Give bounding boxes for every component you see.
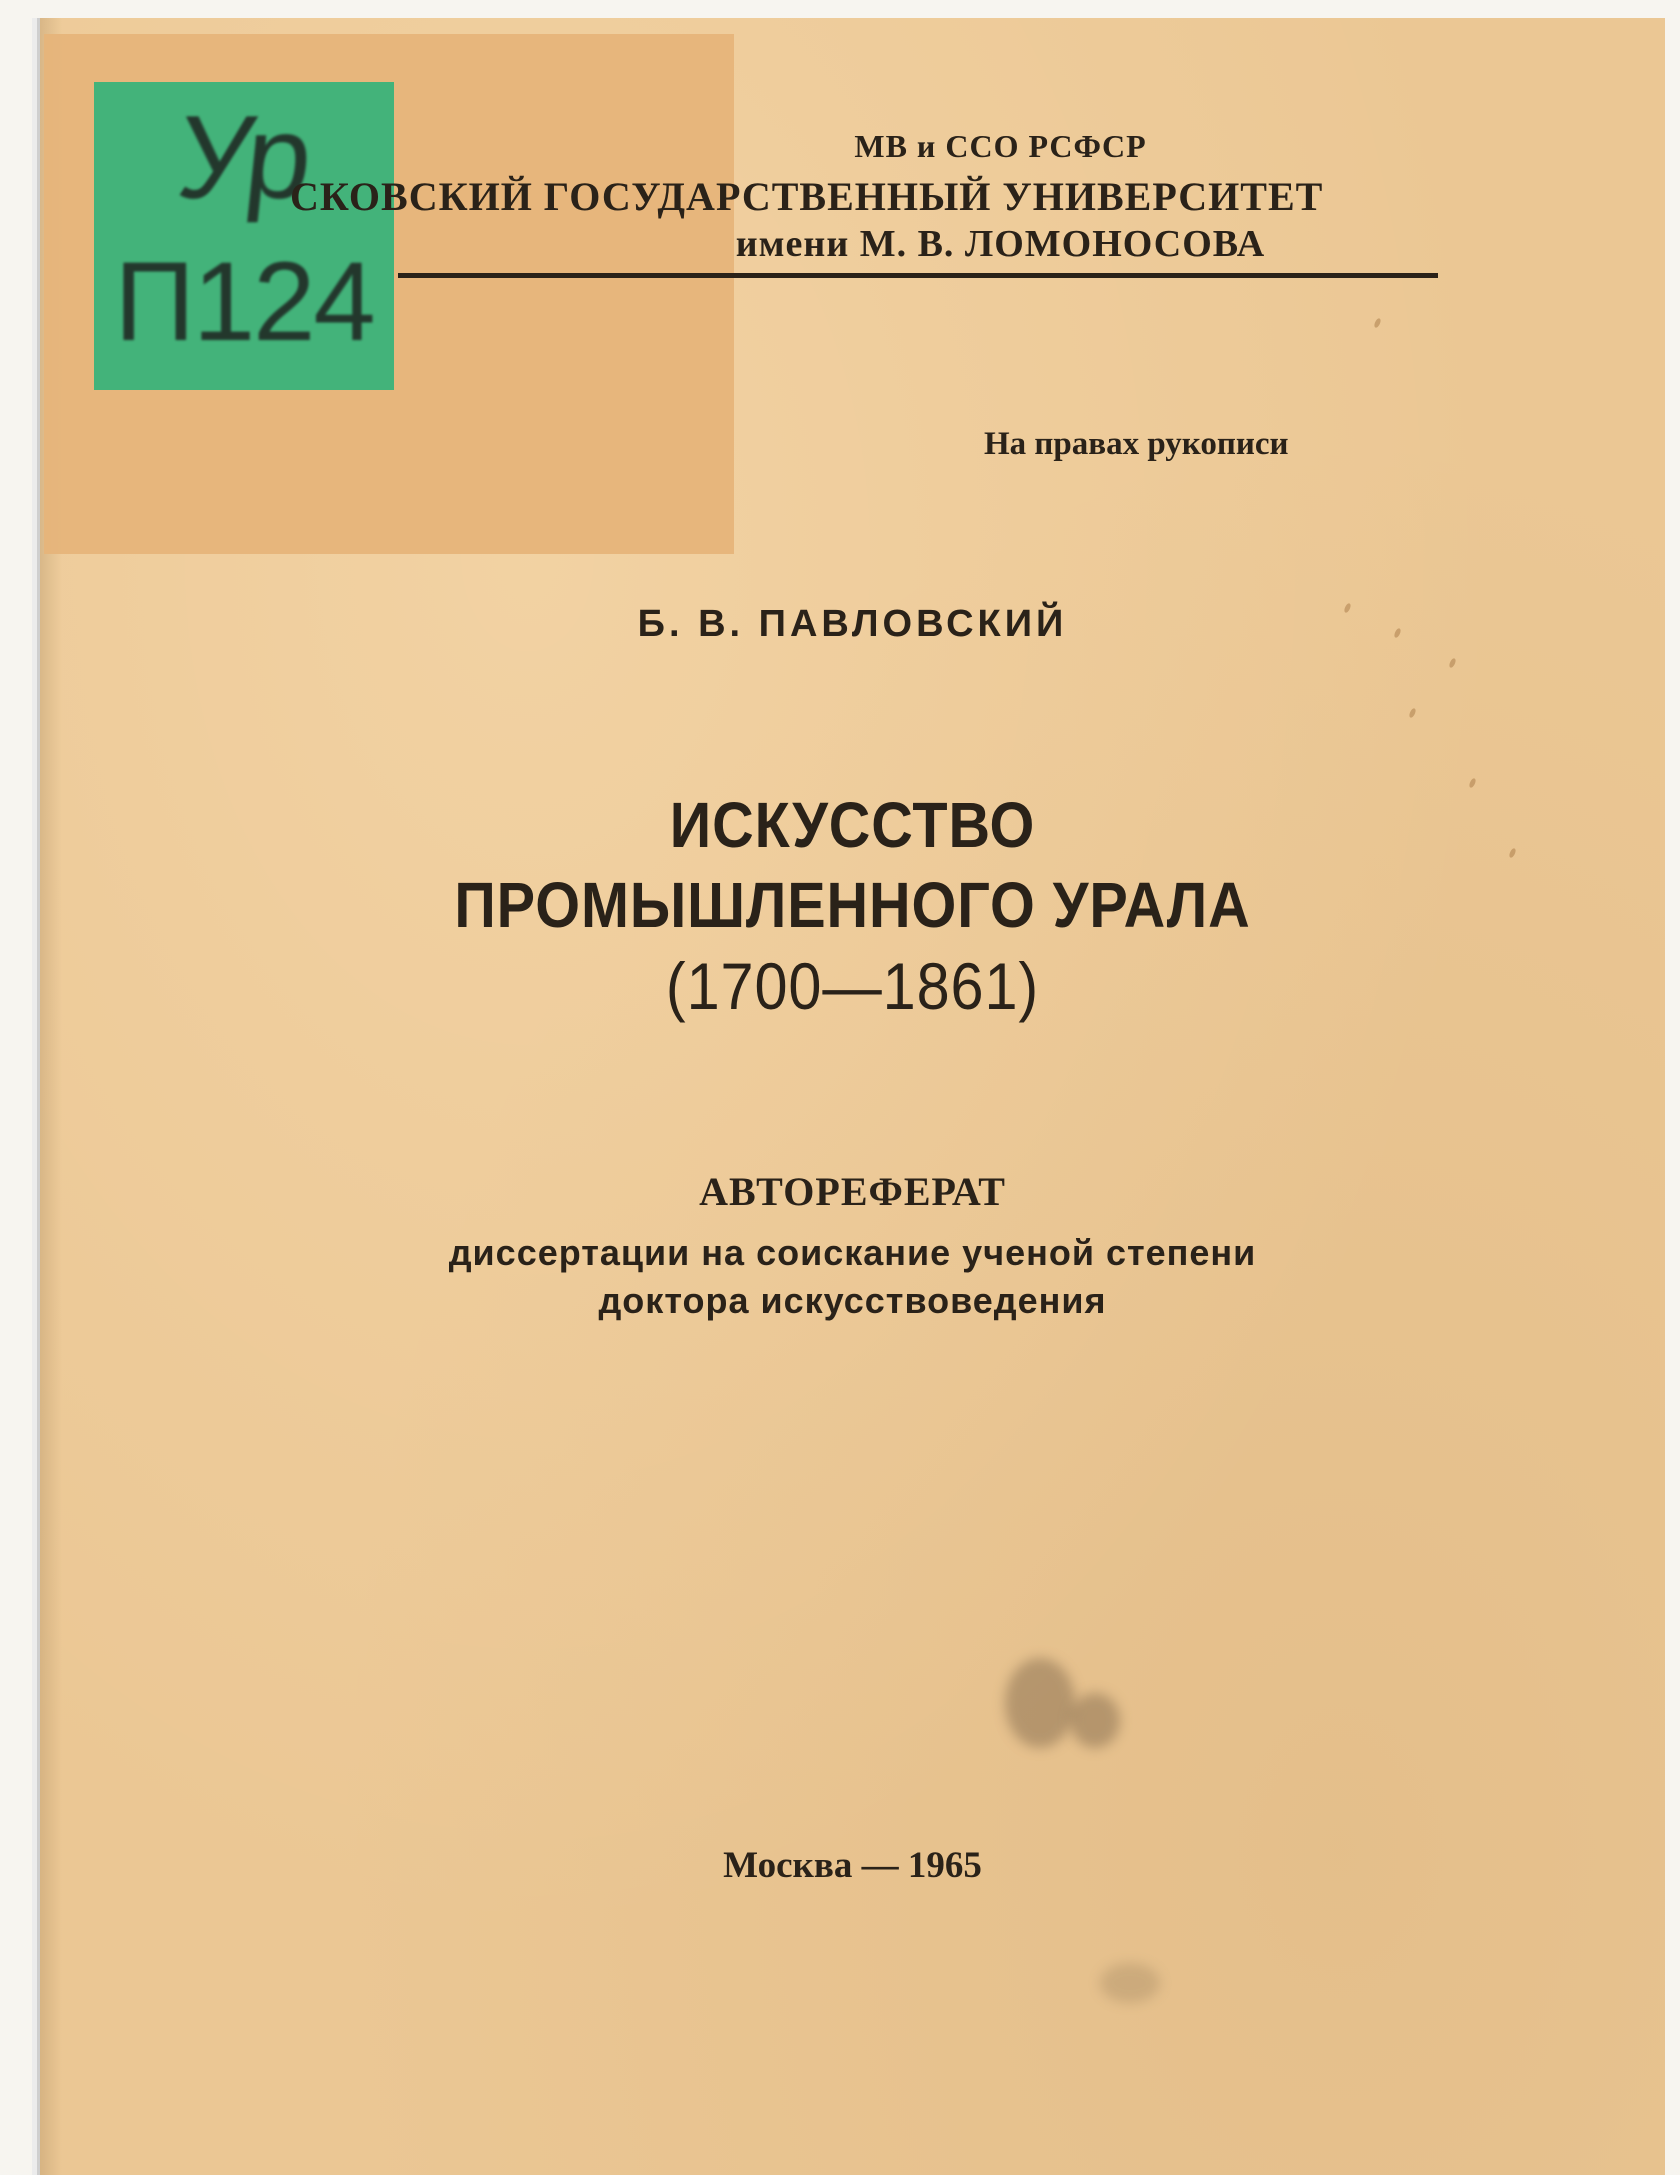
ink-smudge (1100, 1963, 1160, 2003)
paper-speck (1468, 777, 1477, 788)
shelfmark-line-1: Ур (171, 92, 317, 224)
paper-speck (1448, 657, 1457, 668)
title-line-1: ИСКУССТВО (669, 789, 1036, 861)
title-line-2: ПРОМЫШЛЕННОГО УРАЛА (454, 869, 1251, 941)
paper-speck (1373, 317, 1382, 328)
subtitle-line-2: доктора искусствоведения (598, 1280, 1107, 1321)
paper-speck (1408, 707, 1417, 718)
ministry-heading: МВ и ССО РСФСР (854, 128, 1147, 164)
subtitle-line-1: диссертации на соискание ученой степени (448, 1232, 1257, 1273)
university-named-after: имени М. В. ЛОМОНОСОВА (735, 223, 1266, 265)
booklet-cover (40, 18, 1665, 2175)
author-name: Б. В. ПАВЛОВСКИЙ (637, 603, 1068, 645)
ink-smudge (1005, 1658, 1075, 1748)
imprint-place-year: Москва — 1965 (723, 1845, 982, 1886)
document-genre: АВТОРЕФЕРАТ (699, 1169, 1006, 1214)
header-divider (398, 273, 1438, 278)
ink-smudge (1070, 1693, 1120, 1748)
university-heading: СКОВСКИЙ ГОСУДАРСТВЕННЫЙ УНИВЕРСИТЕТ (290, 174, 1324, 219)
title-years: (1700—1861) (665, 949, 1040, 1023)
shelfmark-line-2: П124 (114, 239, 374, 364)
manuscript-rights-note: На правах рукописи (984, 426, 1289, 462)
